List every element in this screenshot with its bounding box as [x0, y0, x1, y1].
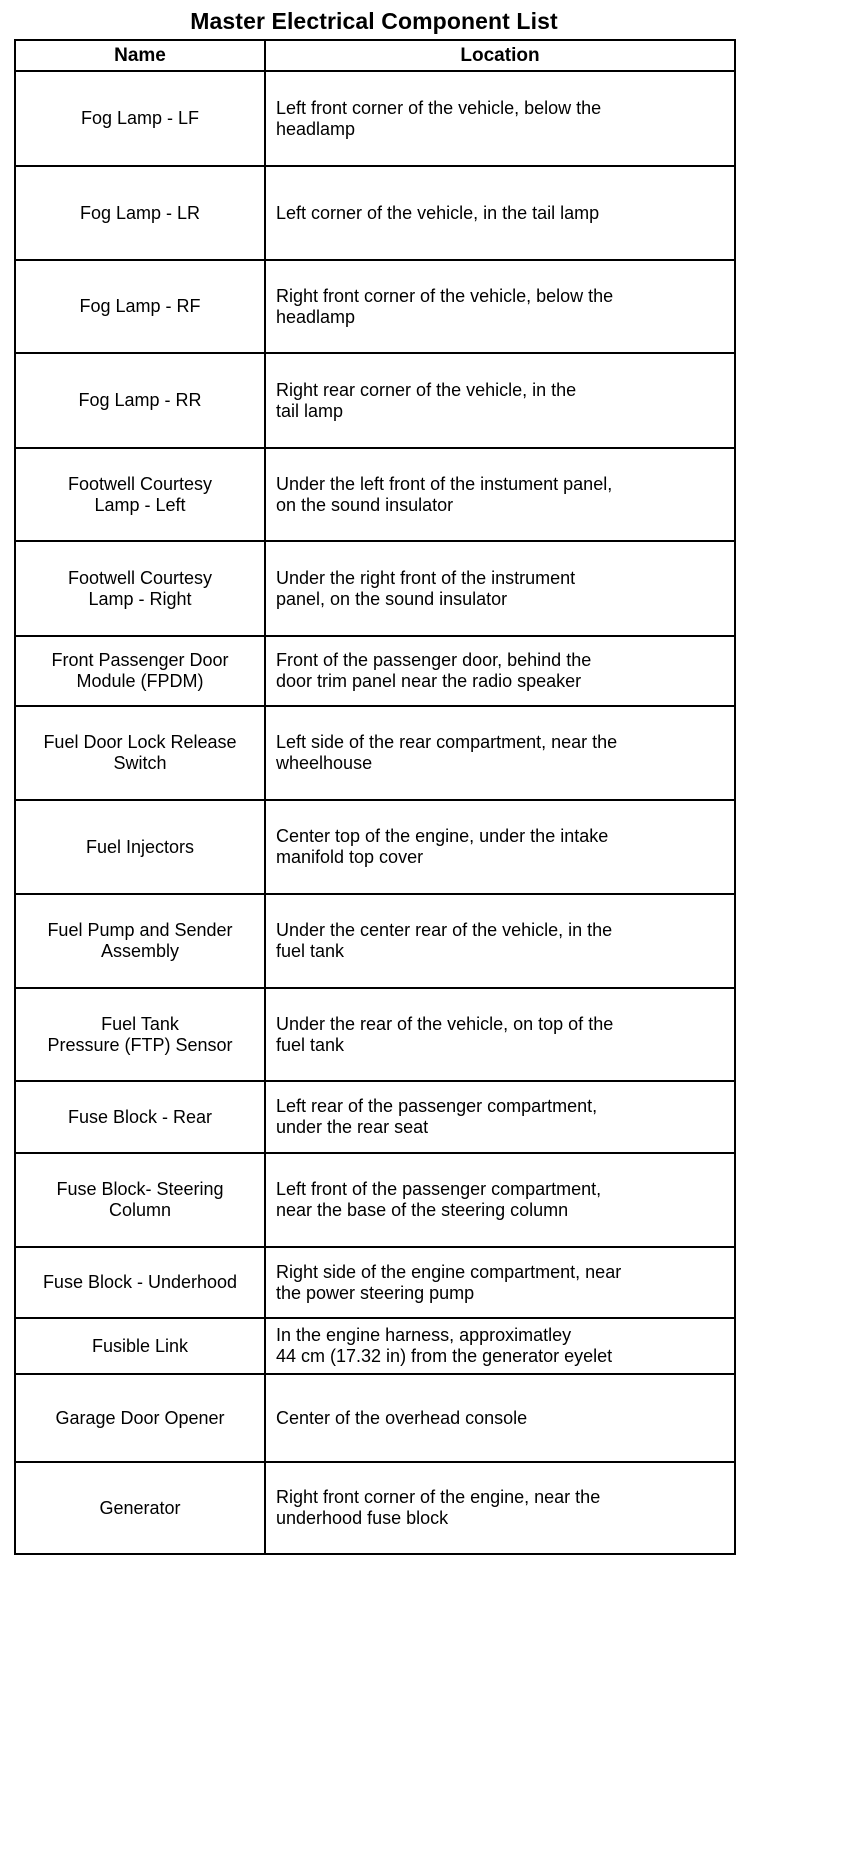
component-name: Fuse Block- Steering Column	[15, 1153, 265, 1247]
component-name: Fog Lamp - RF	[15, 260, 265, 353]
component-name: Fuel Tank Pressure (FTP) Sensor	[15, 988, 265, 1081]
component-name: Front Passenger Door Module (FPDM)	[15, 636, 265, 706]
table-row	[15, 71, 735, 166]
component-name: Fuse Block - Rear	[15, 1081, 265, 1153]
component-name: Generator	[15, 1462, 265, 1554]
component-name: Fuel Injectors	[15, 800, 265, 894]
page-title: Master Electrical Component List	[190, 8, 558, 34]
table-row	[15, 1153, 735, 1247]
column-header-location: Location	[265, 40, 735, 71]
component-location: Center top of the engine, under the intake manifold top cover	[265, 800, 735, 894]
table-row	[15, 706, 735, 800]
table-row	[15, 1374, 735, 1462]
table-row	[15, 636, 735, 706]
component-name: Fog Lamp - LR	[15, 166, 265, 260]
component-name: Garage Door Opener	[15, 1374, 265, 1462]
table-row	[15, 353, 735, 448]
component-name: Footwell Courtesy Lamp - Right	[15, 541, 265, 636]
component-location: Left side of the rear compartment, near the wheelhouse	[265, 706, 735, 800]
component-location: In the engine harness, approximatley 44 cm (17.32 in) from the generator eyelet	[265, 1318, 735, 1374]
component-location: Under the center rear of the vehicle, in the fuel tank	[265, 894, 735, 988]
table-row	[15, 1081, 735, 1153]
component-location: Left rear of the passenger compartment, under the rear seat	[265, 1081, 735, 1153]
component-table	[14, 39, 736, 1555]
table-row	[15, 166, 735, 260]
component-name: Fuel Door Lock Release Switch	[15, 706, 265, 800]
table-row	[15, 260, 735, 353]
table-row	[15, 448, 735, 541]
component-name: Fog Lamp - LF	[15, 71, 265, 166]
column-header-name: Name	[15, 40, 265, 71]
table-row	[15, 988, 735, 1081]
table-row	[15, 1462, 735, 1554]
component-name: Fuel Pump and Sender Assembly	[15, 894, 265, 988]
component-location: Right side of the engine compartment, near the power steering pump	[265, 1247, 735, 1318]
component-location: Right rear corner of the vehicle, in the tail lamp	[265, 353, 735, 448]
component-location: Left front corner of the vehicle, below the headlamp	[265, 71, 735, 166]
component-name: Fusible Link	[15, 1318, 265, 1374]
component-location: Front of the passenger door, behind the door trim panel near the radio speaker	[265, 636, 735, 706]
component-location: Left front of the passenger compartment, near the base of the steering column	[265, 1153, 735, 1247]
component-name: Fuse Block - Underhood	[15, 1247, 265, 1318]
component-name: Fog Lamp - RR	[15, 353, 265, 448]
table-row	[15, 541, 735, 636]
component-location: Left corner of the vehicle, in the tail lamp	[265, 166, 735, 260]
table-row	[15, 894, 735, 988]
component-location: Center of the overhead console	[265, 1374, 735, 1462]
component-name: Footwell Courtesy Lamp - Left	[15, 448, 265, 541]
component-location: Under the rear of the vehicle, on top of the fuel tank	[265, 988, 735, 1081]
table-row	[15, 800, 735, 894]
component-location: Right front corner of the engine, near the underhood fuse block	[265, 1462, 735, 1554]
component-location: Under the left front of the instument panel, on the sound insulator	[265, 448, 735, 541]
table-row	[15, 1247, 735, 1318]
component-location: Under the right front of the instrument panel, on the sound insulator	[265, 541, 735, 636]
table-row	[15, 1318, 735, 1374]
header-row	[15, 40, 735, 71]
component-location: Right front corner of the vehicle, below the headlamp	[265, 260, 735, 353]
